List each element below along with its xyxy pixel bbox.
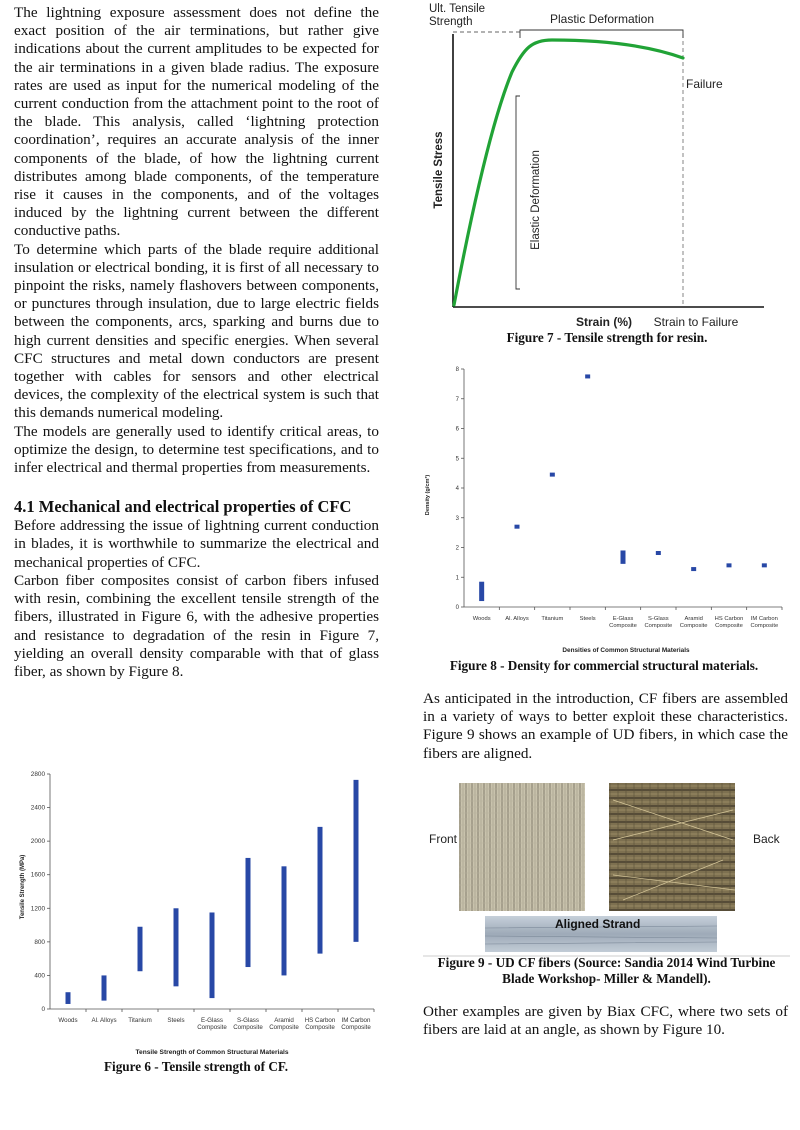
paragraph-exposure: The lightning exposure assessment does not define the exact position of the air terminations, but rather give indications about the current amplitudes to be expected for the air terminations in a given blade radius. The exposure rates are used as input for the numerical modeling of the current conduction from the attachment point to the root of the blade. This analysis, called ‘lightning protection coordination’, requires an accurate analysis of the inner components of the blade, of how the lightning current distributes among blade components, of the temperature rise it causes in the components, and of the voltages induced by the lightning current between the different conductive paths. [14, 4, 379, 240]
figure-8-ytick-label: 1 [455, 575, 459, 582]
figure-8-category-label: Titanium [541, 616, 564, 622]
figure-8-title: Densities of Common Structural Materials [562, 647, 690, 654]
figure-6-category-label: IM Carbon Composite [341, 1017, 371, 1032]
figure-8-category-label: Woods [472, 616, 491, 622]
figure-6-range-mark [66, 992, 71, 1004]
figure-7-uts-label-1: Ult. Tensile [429, 3, 486, 15]
paragraph-models: The models are generally used to identify critical areas, to optimize the design, to determine test specifications, and to infer electrical and thermal properties from measurements. [14, 422, 379, 477]
paragraph-cfc: Carbon fiber composites consist of carbon fibers infused with resin, combining the excellent tensile strength of the fibers, illustrated in Figure 6, with the adhesive properties and resistance to degradation of the resin in Figure 7, yielding an overall density comparable with that of glass fiber, as shown by Figure 8. [14, 571, 379, 680]
figure-9-front-label: Front [429, 832, 458, 846]
figure-9-back-label: Back [753, 832, 780, 846]
figure-6 [16, 762, 376, 1074]
figure-6-range-mark [246, 858, 251, 967]
figure-6-ytick-label: 1600 [30, 871, 45, 879]
figure-8-ytick-label: 7 [455, 396, 459, 403]
figure-8-range-mark [762, 563, 767, 567]
figure-6-ytick-label: 400 [34, 972, 45, 980]
left-column [14, 4, 379, 681]
figure-6-ytick-label: 2800 [30, 771, 45, 778]
paragraph-risks: To determine which parts of the blade require additional insulation or electrical bonding, it is first of all necessary to pinpoint the risks, namely flashovers between components, or punctures through insulation, due to large electric fields between the components, arcs, sparking and burns due to high current densities and specific energies. When several CFC structures and metal down conductors are present together with cables for sensors and other electrical devices, the complexity of the electrical system is such that this demands numerical modeling. [14, 240, 379, 422]
figure-9-images [423, 780, 790, 960]
figure-8-range-mark [515, 525, 520, 529]
figure-8-range-mark [656, 551, 661, 555]
figure-6-range-mark [174, 908, 179, 986]
figure-6-range-mark [102, 975, 107, 1000]
figure-8-category-label: Al. Alloys [505, 616, 529, 622]
figure-8-ylabel: Density (g/cm³) [425, 474, 431, 516]
figure-9-strand-label: Aligned Strand [555, 917, 641, 931]
section-heading: 4.1 Mechanical and electrical properties of CFC [14, 497, 352, 517]
figure-8-category-label: E-Glass Composite [609, 616, 637, 629]
figure-7 [424, 0, 790, 346]
figure-8-range-mark [585, 374, 590, 378]
figure-8-category-label: Steels [579, 616, 596, 622]
figure-6-range-mark [318, 827, 323, 954]
figure-6-ytick-label: 800 [34, 938, 45, 946]
figure-8-ytick-label: 8 [455, 367, 459, 373]
figure-6-category-label: Aramid Composite [269, 1017, 299, 1032]
figure-8-ytick-label: 3 [455, 515, 459, 522]
figure-6-range-mark [138, 927, 143, 971]
figure-7-xlabel: Strain (%) [575, 315, 633, 329]
figure-6-ytick-label: 1200 [30, 905, 45, 913]
figure-6-category-label: HS Carbon Composite [304, 1017, 336, 1032]
figure-8-range-mark [691, 567, 696, 571]
figure-8-ytick-label: 4 [455, 486, 459, 492]
figure-6-range-mark [354, 780, 359, 942]
figure-8-ytick-label: 5 [455, 456, 459, 463]
figure-8-caption: Figure 8 - Density for commercial structural materials. [449, 658, 759, 673]
figure-8-ytick-label: 0 [455, 605, 459, 611]
figure-7-elastic-label: Elastic Deformation [530, 150, 542, 250]
figure-7-strain-failure-label: Strain to Failure [653, 315, 739, 329]
paragraph-biax: Other examples are given by Biax CFC, where two sets of fibers are laid at an angle, as shown by Figure 10. [423, 1003, 788, 1039]
figure-6-ytick-label: 0 [41, 1006, 45, 1013]
figure-6-category-label: E-Glass Composite [197, 1017, 227, 1032]
figure-6-ytick-label: 2000 [30, 838, 45, 846]
figure-8-category-label: S-Glass Composite [644, 616, 673, 629]
paragraph-assembled: As anticipated in the introduction, CF fibers are assembled in a variety of ways to better exploit these characteristics. Figure 9 shows an example of UD fibers, in which case the fibers are aligned. [423, 690, 788, 762]
paragraph-before: Before addressing the issue of lightning current conduction in blades, it is worthwhile to summarize the electrical and mechanical properties of CFC. [14, 517, 379, 571]
figure-6-ylabel: Tensile Strength (MPa) [20, 854, 26, 920]
figure-8-ytick-label: 2 [455, 545, 459, 552]
figure-6-chart [16, 762, 376, 1062]
figure-8-ytick-label: 6 [455, 426, 459, 433]
figure-6-category-label: S-Glass Composite [233, 1017, 263, 1032]
figure-8-category-label: HS Carbon Composite [714, 616, 744, 629]
figure-7-failure-label: Failure [686, 77, 723, 91]
figure-6-caption: Figure 6 - Tensile strength of CF. [103, 1059, 289, 1074]
figure-7-plastic-bracket [520, 30, 683, 38]
figure-7-uts-label-2: Strength [429, 16, 473, 28]
figure-8-range-mark [621, 550, 626, 563]
figure-6-range-mark [210, 912, 215, 998]
figure-7-elastic-bracket [516, 96, 520, 289]
figure-9 [423, 780, 790, 990]
figure-6-title: Tensile Strength of Common Structural Materials [135, 1049, 289, 1056]
figure-9-caption: Figure 9 - UD CF fibers (Source: Sandia 2014 Wind Turbine Blade Workshop- Miller & Mandell). [437, 955, 776, 986]
figure-7-plastic-label: Plastic Deformation [549, 12, 655, 26]
figure-6-category-label: Titanium [128, 1017, 152, 1024]
figure-8-range-mark [479, 582, 484, 601]
figure-6-range-mark [282, 866, 287, 975]
figure-8-chart [418, 355, 790, 655]
figure-7-curve [454, 40, 683, 305]
figure-6-category-label: Al. Alloys [91, 1017, 117, 1024]
figure-8-range-mark [727, 563, 732, 567]
figure-6-category-label: Woods [58, 1017, 78, 1024]
figure-8-range-mark [550, 473, 555, 477]
figure-9-back-image [609, 783, 735, 911]
figure-7-ylabel: Tensile Stress [433, 131, 445, 209]
figure-6-ytick-label: 2400 [30, 804, 45, 812]
figure-8 [418, 355, 790, 675]
figure-7-caption: Figure 7 - Tensile strength for resin. [506, 330, 708, 345]
figure-7-chart [424, 0, 790, 330]
figure-9-front-image [459, 783, 585, 911]
figure-6-category-label: Steels [167, 1017, 185, 1024]
figure-8-category-label: Aramid Composite [679, 616, 708, 629]
figure-8-category-label: IM Carbon Composite [750, 616, 779, 629]
